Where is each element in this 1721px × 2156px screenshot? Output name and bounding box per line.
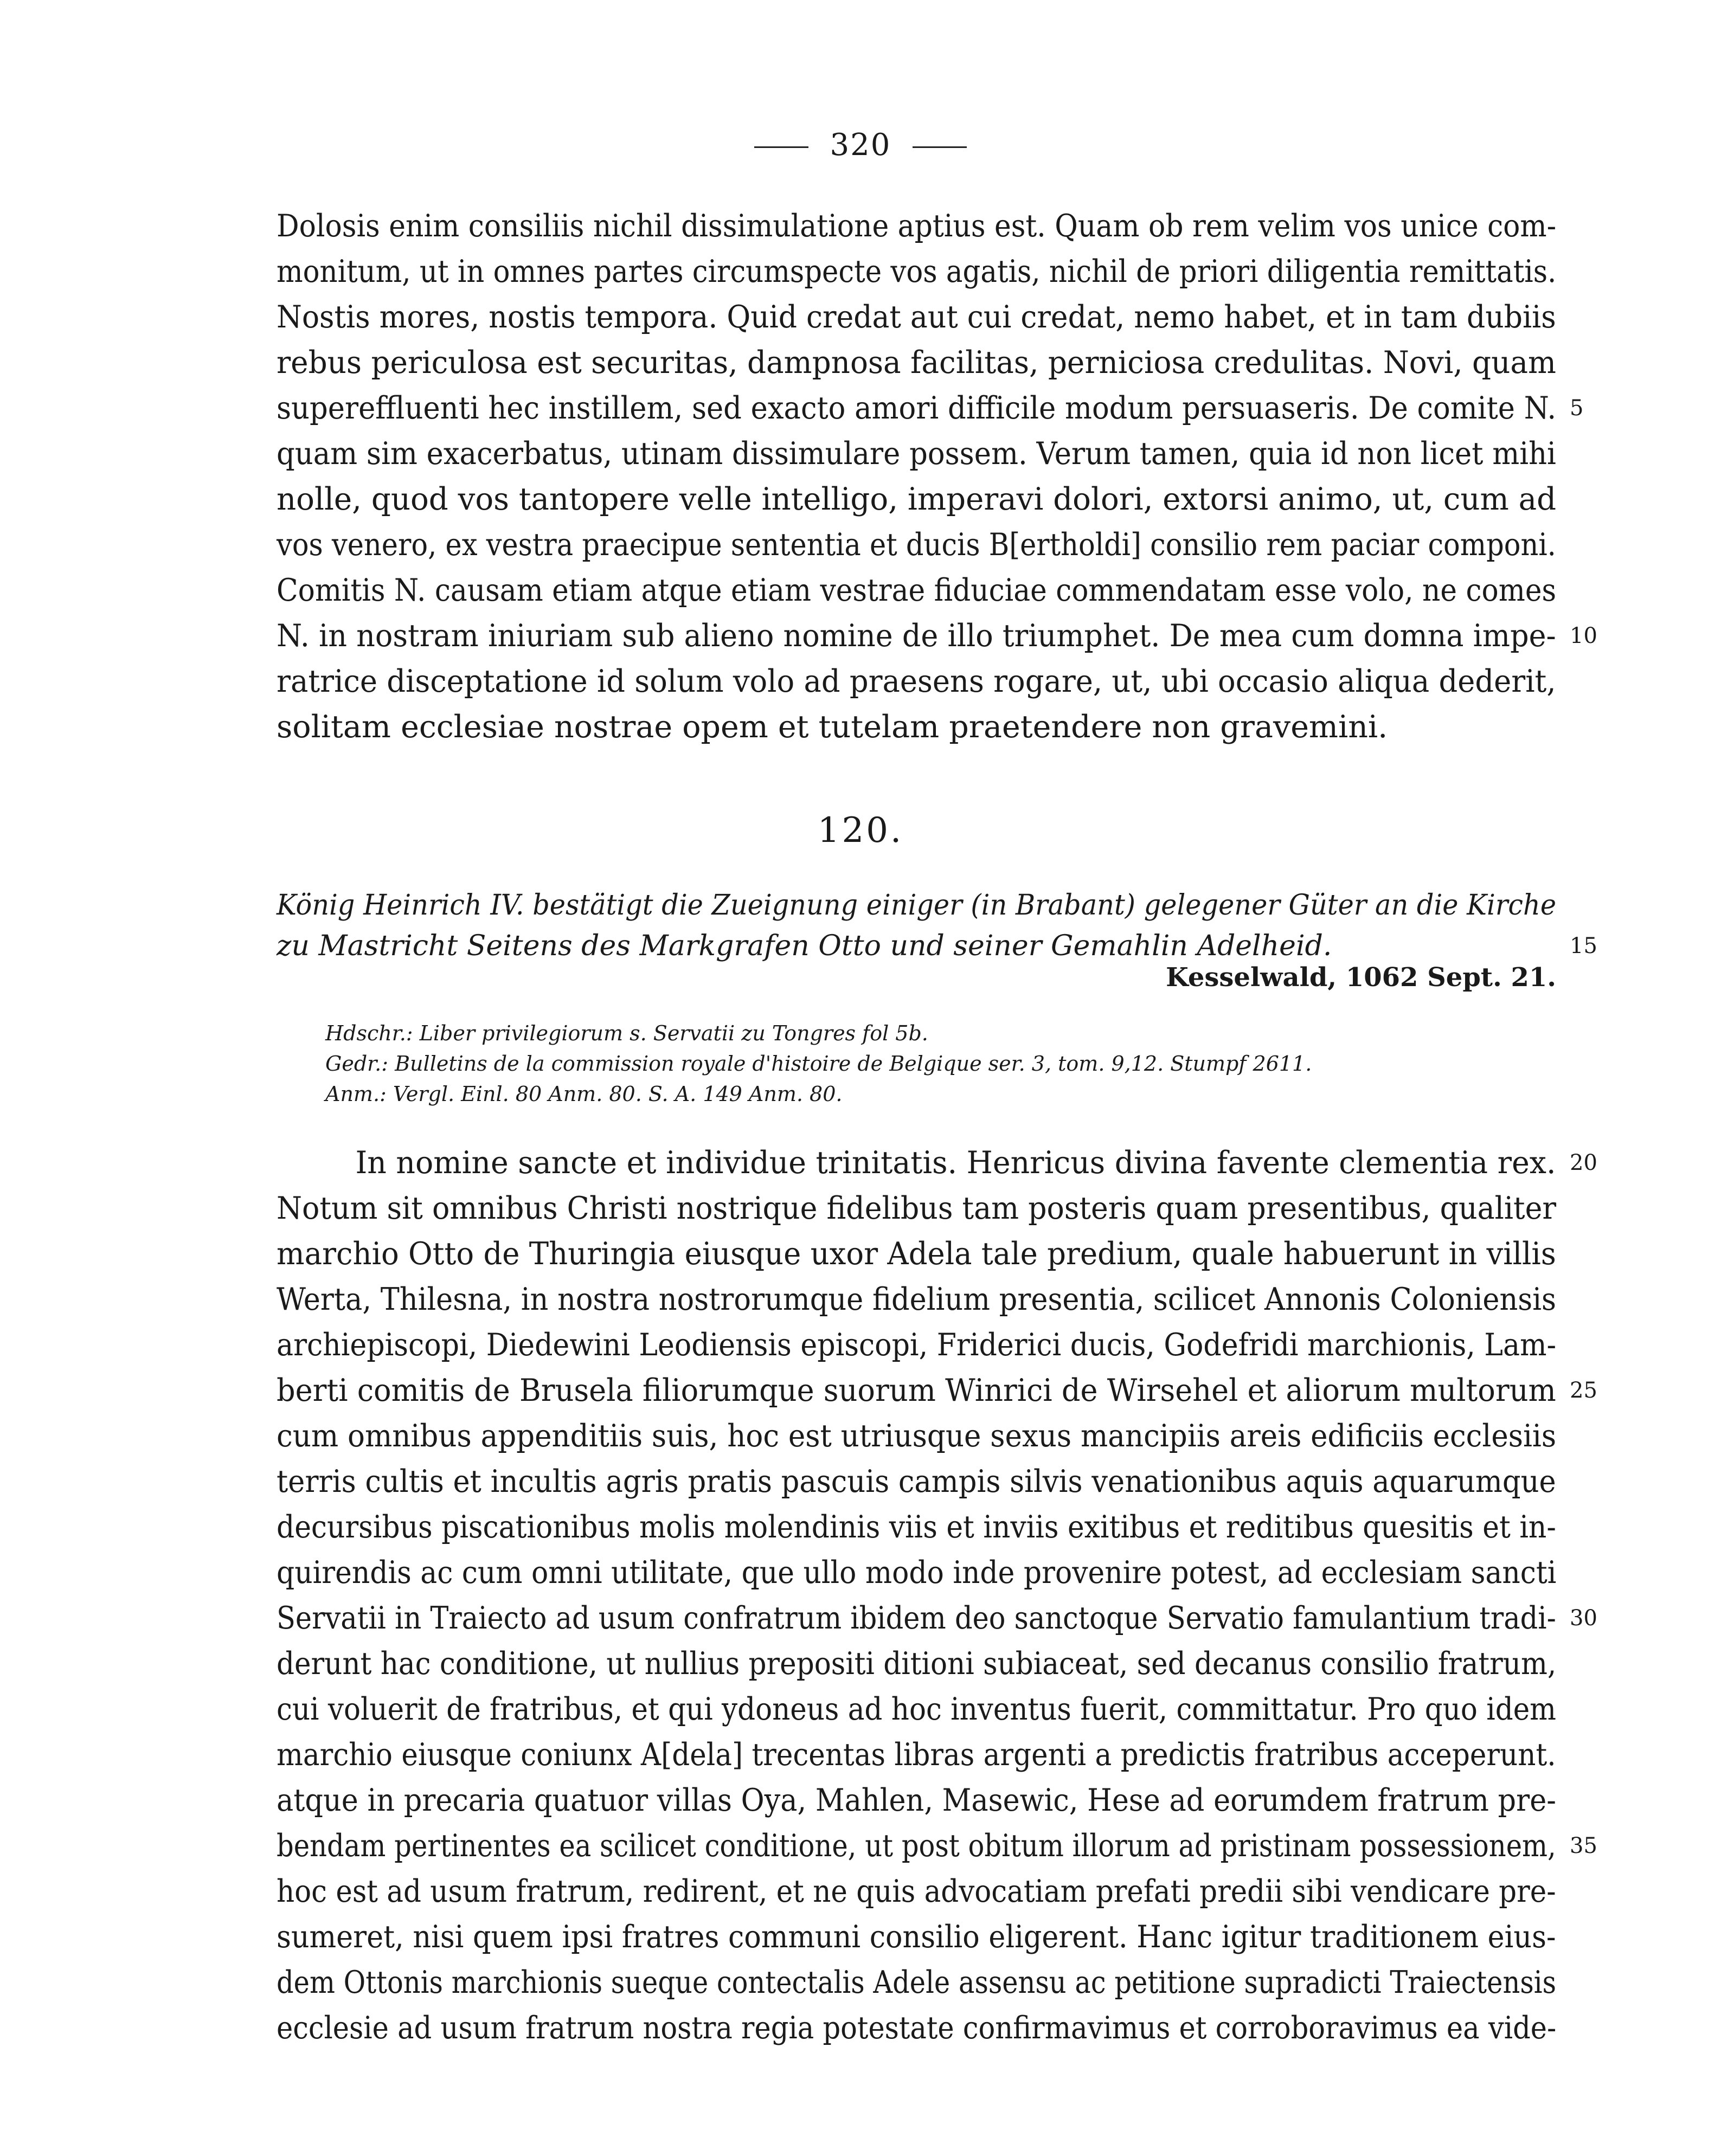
charter-line: Werta, Thilesna, in nostra nostrorumque fidelium presentia, scilicet Annonis Coloniensis <box>277 1282 1556 1317</box>
intro-line: Dolosis enim consiliis nichil dissimulatione aptius est. Quam ob rem velim vos unice com- <box>277 208 1557 244</box>
charter-line: berti comitis de Brusela filiorumque suorum Winrici de Wirsehel et aliorum multorum <box>277 1373 1556 1408</box>
intro-line: Nostis mores, nostis tempora. Quid credat aut cui credat, nemo habet, et in tam dubiis <box>277 299 1556 335</box>
line-number: 15 <box>1570 934 1597 958</box>
line-number: 20 <box>1570 1150 1597 1175</box>
intro-line: Comitis N. causam etiam atque etiam vestrae fiduciae commendatam esse volo, ne comes <box>277 572 1557 608</box>
page-number-dash-left <box>754 146 808 148</box>
line-number: 10 <box>1570 623 1597 648</box>
charter-line: marchio Otto de Thuringia eiusque uxor Adela tale predium, quale habuerunt in villis <box>277 1236 1556 1272</box>
intro-line: monitum, ut in omnes partes circumspecte vos agatis, nichil de priori diligentia remittatis. <box>277 254 1557 289</box>
intro-line: solitam ecclesiae nostrae opem et tutelam praetendere non gravemini. <box>277 709 1388 745</box>
charter-line: cum omnibus appenditiis suis, hoc est utriusque sexus mancipiis areis edificiis ecclesiis <box>277 1418 1557 1454</box>
charter-line: decursibus piscationibus molis molendinis viis et inviis exitibus et reditibus quesitis et in- <box>277 1509 1556 1545</box>
charter-line: marchio eiusque coniunx A[dela] trecentas libras argenti a predictis fratribus acceperunt. <box>277 1737 1556 1773</box>
charter-line: hoc est ad usum fratrum, redirent, et ne quis advocatiam prefati predii sibi vendicare pre- <box>277 1874 1556 1909</box>
intro-line: ratrice disceptatione id solum volo ad praesens rogare, ut, ubi occasio aliqua dederit, <box>277 664 1556 699</box>
note-remark: Anm.: Vergl. Einl. 80 Anm. 80. S. A. 149 Anm. 80. <box>325 1082 843 1106</box>
page-number <box>0 127 1721 163</box>
date-place: Kesselwald, 1062 Sept. 21. <box>1166 962 1556 993</box>
charter-line: derunt hac conditione, ut nullius prepositi ditioni subiaceat, sed decanus consilio fratrum, <box>277 1646 1557 1682</box>
page-number-dash-right <box>913 146 967 148</box>
line-number: 35 <box>1570 1833 1597 1858</box>
intro-line: rebus periculosa est securitas, dampnosa facilitas, perniciosa credulitas. Novi, quam <box>277 345 1556 381</box>
line-number: 5 <box>1570 396 1584 421</box>
regest-line: zu Mastricht Seitens des Markgrafen Otto und seiner Gemahlin Adelheid. <box>277 930 1332 962</box>
line-number: 25 <box>1570 1378 1597 1403</box>
charter-line: Servatii in Traiecto ad usum confratrum ibidem deo sanctoque Servatio famulantium tradi- <box>277 1600 1556 1636</box>
charter-line: ecclesie ad usum fratrum nostra regia potestate confirmavimus et corroboravimus ea vide- <box>277 2010 1557 2046</box>
charter-line: cui voluerit de fratribus, et qui ydoneus ad hoc inventus fuerit, committatur. Pro quo idem <box>277 1691 1557 1727</box>
intro-line: supereffluenti hec instillem, sed exacto amori difficile modum persuaseris. De comite N. <box>277 390 1557 426</box>
charter-line: sumeret, nisi quem ipsi fratres communi consilio eligerent. Hanc igitur traditionem eius- <box>277 1919 1556 1955</box>
charter-line: Notum sit omnibus Christi nostrique fidelibus tam posteris quam presentibus, qualiter <box>277 1190 1557 1226</box>
charter-line: dem Ottonis marchionis sueque contectalis Adele assensu ac petitione supradicti Traiectensis <box>277 1965 1556 2000</box>
charter-line: atque in precaria quatuor villas Oya, Mahlen, Masewic, Hese ad eorumdem fratrum pre- <box>277 1782 1556 1818</box>
page-number-text: 320 <box>830 127 891 163</box>
intro-line: nolle, quod vos tantopere velle intelligo, imperavi dolori, extorsi animo, ut, cum ad <box>277 481 1557 517</box>
intro-line: quam sim exacerbatus, utinam dissimulare possem. Verum tamen, quia id non licet mihi <box>277 436 1556 472</box>
charter-line: bendam pertinentes ea scilicet conditione, ut post obitum illorum ad pristinam possessionem, <box>277 1828 1556 1864</box>
charter-line: quirendis ac cum omni utilitate, que ullo modo inde provenire potest, ad ecclesiam sancti <box>277 1555 1557 1591</box>
document-number: 120. <box>817 810 904 851</box>
note-printed: Gedr.: Bulletins de la commission royale d'histoire de Belgique ser. 3, tom. 9,12. Stumpf 2611. <box>325 1052 1312 1076</box>
charter-line: terris cultis et incultis agris pratis pascuis campis silvis venationibus aquis aquarumque <box>277 1464 1556 1499</box>
charter-line: In nomine sancte et individue trinitatis. Henricus divina favente clementia rex. <box>355 1145 1556 1181</box>
intro-line: vos venero, ex vestra praecipue sententia et ducis B[ertholdi] consilio rem paciar componi. <box>277 527 1556 563</box>
charter-line: archiepiscopi, Diedewini Leodiensis episcopi, Friderici ducis, Godefridi marchionis, Lam- <box>277 1327 1557 1363</box>
line-number: 30 <box>1570 1606 1597 1631</box>
note-manuscript: Hdschr.: Liber privilegiorum s. Servatii zu Tongres fol 5b. <box>325 1021 928 1045</box>
intro-line: N. in nostram iniuriam sub alieno nomine de illo triumphet. De mea cum domna impe- <box>277 618 1556 654</box>
regest-line: König Heinrich IV. bestätigt die Zueignung einiger (in Brabant) gelegener Güter an die Kirche <box>277 889 1557 922</box>
